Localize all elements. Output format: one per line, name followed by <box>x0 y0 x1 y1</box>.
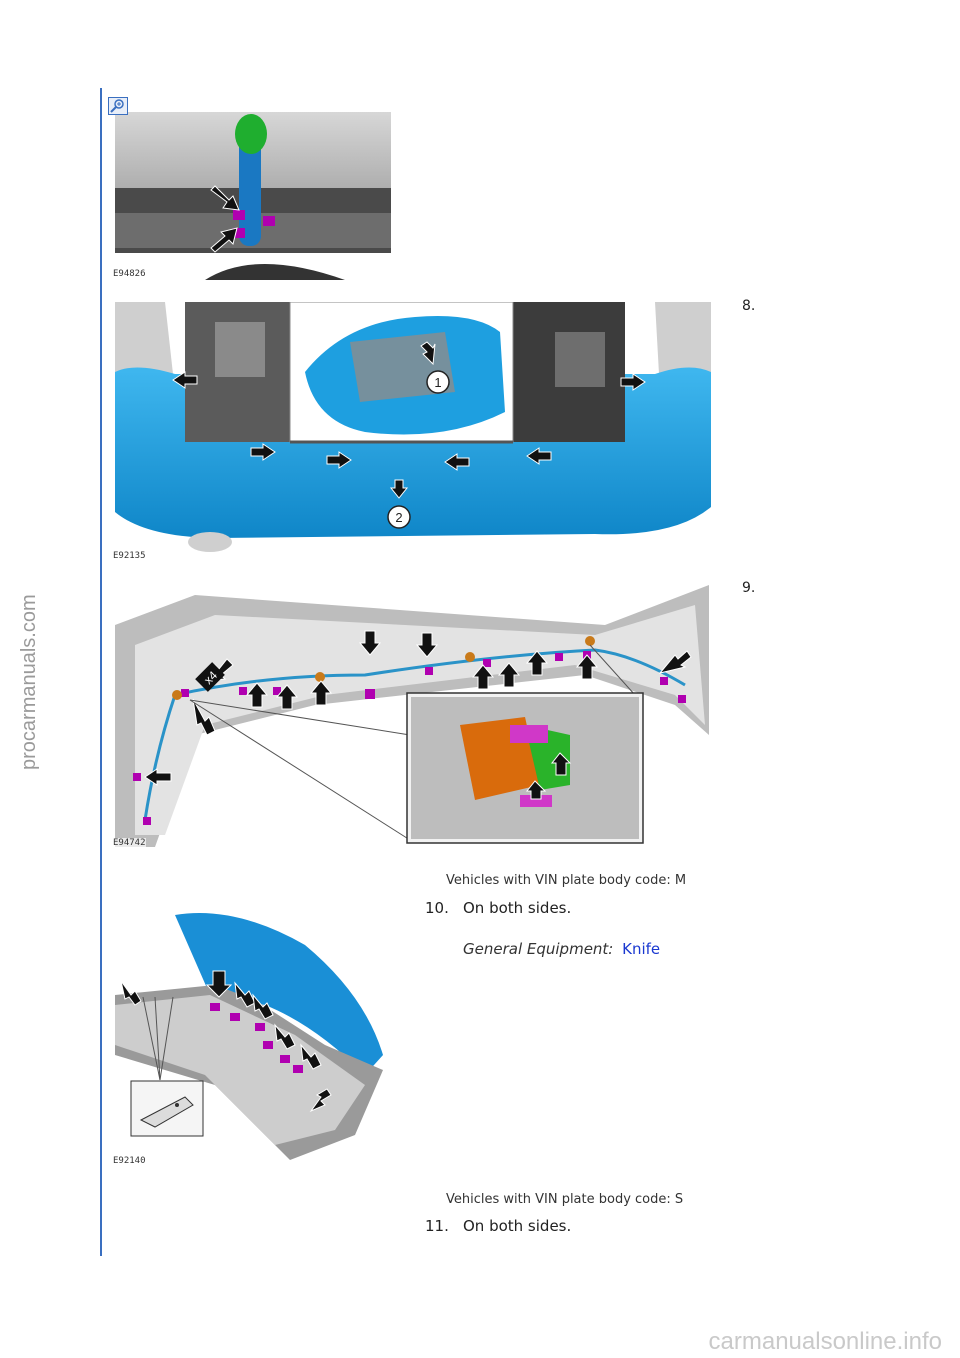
zoom-in-icon[interactable] <box>108 97 128 115</box>
svg-text:2: 2 <box>395 510 403 525</box>
figure-e94742 <box>115 585 709 847</box>
body-code-caption-s: Vehicles with VIN plate body code: S <box>446 1192 684 1207</box>
step-number-9: 9. <box>742 580 756 596</box>
watermark-left: procarmanuals.com <box>18 594 40 770</box>
step-11 <box>425 1217 571 1235</box>
figure-code: E94742 <box>113 838 146 848</box>
figure-e94826 <box>115 98 391 280</box>
step-10 <box>425 899 571 917</box>
left-rule <box>100 88 102 1256</box>
general-equipment-label: General Equipment: <box>463 940 614 958</box>
body-code-caption-m: Vehicles with VIN plate body code: M <box>446 873 687 888</box>
general-equipment <box>463 940 660 958</box>
figure-e92140 <box>115 905 387 1168</box>
svg-text:1: 1 <box>434 375 442 390</box>
step-11-text: On both sides. <box>463 1217 572 1235</box>
figure-code: E94826 <box>113 269 146 279</box>
callout-2 <box>388 506 410 528</box>
step-10-number: 10. <box>425 899 449 917</box>
figure-code: E92135 <box>113 551 146 561</box>
svg-text:x4: x4 <box>201 668 221 688</box>
step-11-number: 11. <box>425 1217 449 1235</box>
step-10-text: On both sides. <box>463 899 572 917</box>
step-number-8: 8. <box>742 298 756 314</box>
callout-1 <box>427 371 449 393</box>
watermark-bottom: carmanualsonline.info <box>708 1328 942 1355</box>
knife-link[interactable]: Knife <box>622 940 661 958</box>
figure-e92135 <box>115 302 711 554</box>
figure-code: E92140 <box>113 1156 146 1166</box>
